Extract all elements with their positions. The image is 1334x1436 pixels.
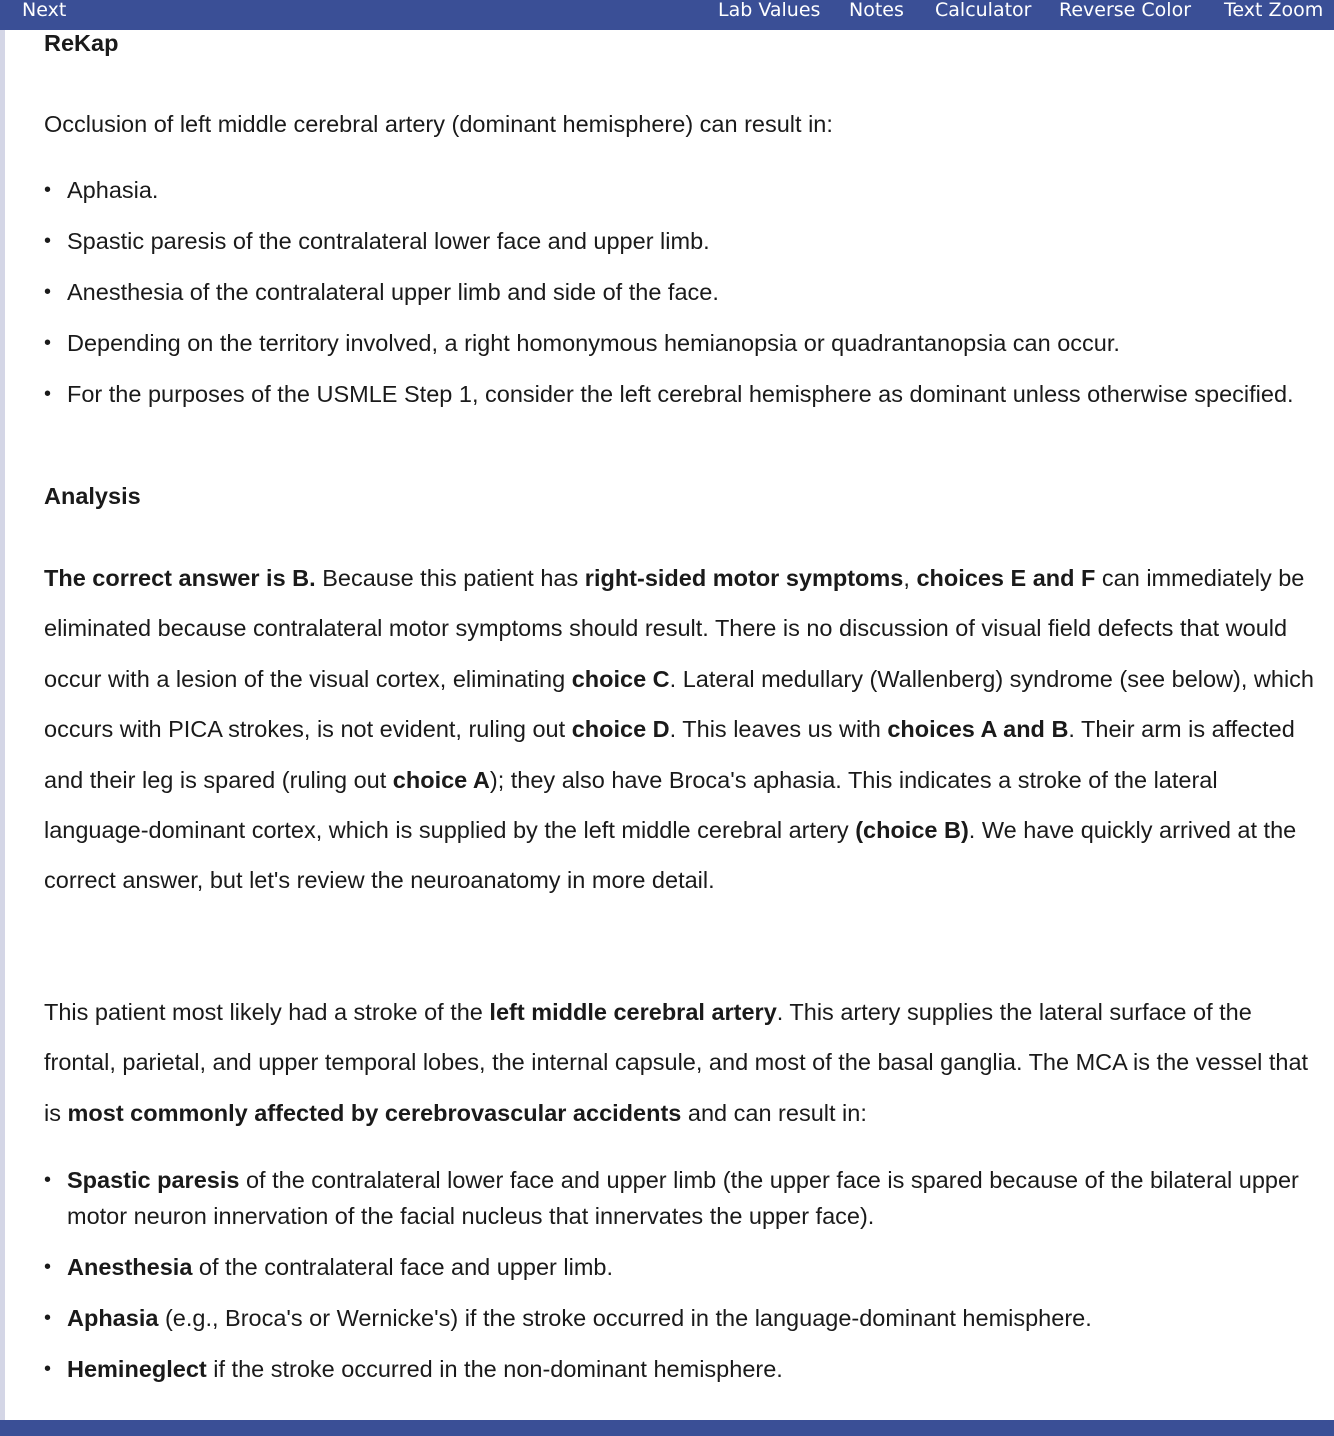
list-item: • Spastic paresis of the contralateral lower face and upper limb (the upper face is spared because of the bilateral upper motor neuron innervation of the facial nucleus that innervates the upper face).	[44, 1162, 1324, 1234]
left-rail	[0, 30, 5, 1420]
text-zoom-button[interactable]: Text Zoom	[1224, 0, 1324, 21]
lab-values-button[interactable]: Lab Values	[718, 0, 821, 21]
list-item: • For the purposes of the USMLE Step 1, consider the left cerebral hemisphere as dominant unless otherwise specified.	[44, 376, 1324, 412]
calculator-button[interactable]: Calculator	[935, 0, 1032, 21]
top-toolbar	[0, 0, 1334, 30]
list-item: • Aphasia.	[44, 172, 1324, 208]
list-item: • Anesthesia of the contralateral upper limb and side of the face.	[44, 274, 1324, 310]
reverse-color-button[interactable]: Reverse Color	[1059, 0, 1192, 21]
analysis-heading: Analysis	[44, 483, 141, 509]
notes-button[interactable]: Notes	[849, 0, 904, 21]
rekap-list	[44, 172, 1324, 412]
mca-findings-list	[44, 1162, 1324, 1387]
list-item: • Hemineglect if the stroke occurred in the non-dominant hemisphere.	[44, 1351, 1324, 1387]
bottom-toolbar	[0, 1420, 1334, 1436]
rekap-intro: Occlusion of left middle cerebral artery (dominant hemisphere) can result in:	[44, 111, 833, 137]
list-item: • Anesthesia of the contralateral face and upper limb.	[44, 1249, 1324, 1285]
list-item: • Spastic paresis of the contralateral lower face and upper limb.	[44, 223, 1324, 259]
rekap-heading: ReKap	[44, 30, 119, 56]
list-item: • Depending on the territory involved, a right homonymous hemianopsia or quadrantanopsia can occur.	[44, 325, 1324, 361]
analysis-paragraph-2: This patient most likely had a stroke of the left middle cerebral artery. This artery supplies the lateral surface of the frontal, parietal, and upper temporal lobes, the internal capsule, and most of the basal ganglia. The MCA is the vessel that is most commonly affected by cerebrovascular accidents and can result in:	[44, 999, 1309, 1126]
list-item: • Aphasia (e.g., Broca's or Wernicke's) if the stroke occurred in the language-dominant hemisphere.	[44, 1300, 1324, 1336]
analysis-paragraph-1: The correct answer is B. Because this patient has right-sided motor symptoms, choices E and F can immediately be eliminated because contralateral motor symptoms should result. There is no discussion of visual field defects that would occur with a lesion of the visual cortex, eliminating choice C. Lateral medullary (Wallenberg) syndrome (see below), which occurs with PICA strokes, is not evident, ruling out choice D. This leaves us with choices A and B. Their arm is affected and their leg is spared (ruling out choice A); they also have Broca's aphasia. This indicates a stroke of the lateral language-dominant cortex, which is supplied by the left middle cerebral artery (choice B). We have quickly arrived at the correct answer, but let's review the neuroanatomy in more detail.	[44, 565, 1314, 894]
next-button[interactable]: Next	[22, 0, 67, 21]
correct-answer-text: The correct answer is B.	[44, 565, 316, 591]
